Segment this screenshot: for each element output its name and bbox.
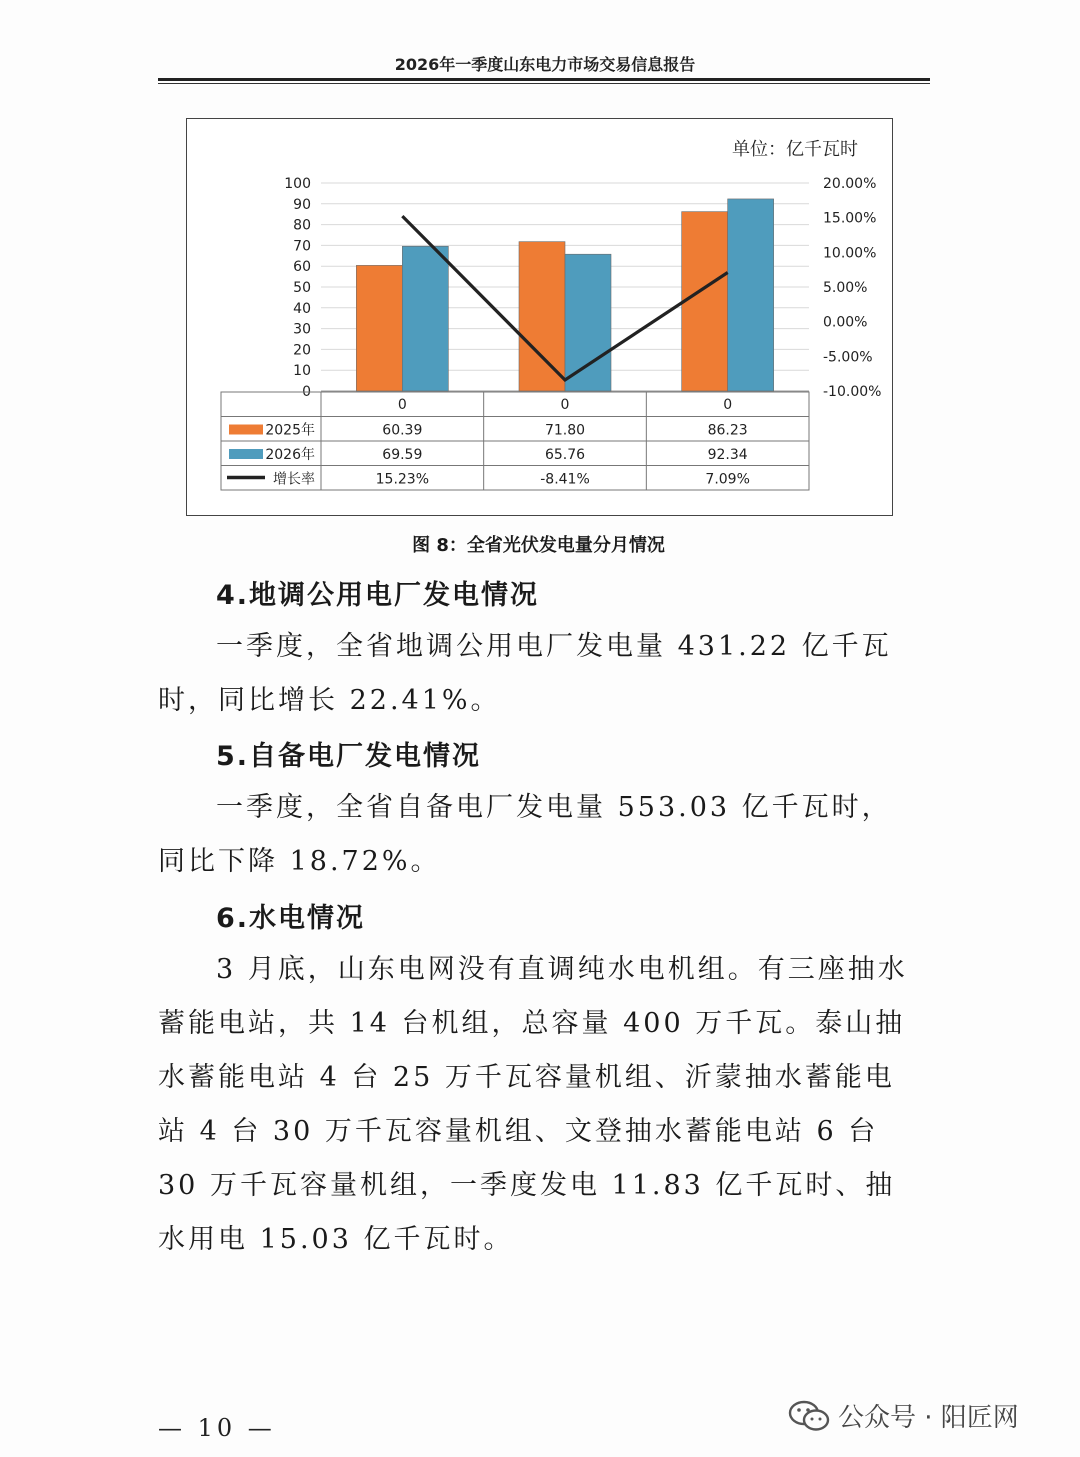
y-right-tick-label: 0.00% [823, 314, 868, 331]
growth-value-label: 15.23% [375, 471, 430, 488]
pv-generation-chart [187, 119, 892, 515]
section-body-captive-plants: 一季度，全省自备电厂发电量 553.03 亿千瓦时，同比下降 18.72%。 [158, 792, 892, 877]
bar-series-b [402, 246, 448, 391]
x-category-label: 0 [397, 397, 407, 413]
y-left-tick-label: 0 [302, 384, 311, 400]
chart-unit-label: 单位：亿千瓦时 [732, 139, 858, 160]
data-value-label: 69.59 [382, 447, 423, 463]
y-right-tick-label: 10.00% [823, 245, 877, 262]
section-heading-local-plants: 4.地调公用电厂发电情况 [216, 580, 540, 611]
watermark-text: 公众号 · 阳匠网 [838, 1403, 1019, 1433]
section-heading-captive-plants: 5.自备电厂发电情况 [216, 741, 482, 772]
section-body-hydro: 3 月底，山东电网没有直调纯水电机组。有三座抽水蓄能电站，共 14 台机组，总容量 400 万千瓦。泰山抽水蓄能电站 4 台 25 万千瓦容量机组、沂蒙抽水蓄能电站 4 台 30 万千瓦容量机组、文登抽水蓄能电站 6 台 30 万千瓦容量机组，一季度发电 11.83 亿千瓦时、抽水用电 15.03 亿千瓦时。 [158, 954, 908, 1255]
data-value-label: 86.23 [707, 422, 748, 439]
y-left-tick-label: 20 [293, 342, 311, 359]
header-divider [158, 78, 930, 81]
y-right-tick-label: -5.00% [823, 349, 873, 366]
figure-caption: 图 8：全省光伏发电量分月情况 [412, 535, 665, 556]
bar-series-a [356, 265, 402, 391]
legend-label: 2025年 [265, 422, 315, 439]
y-left-tick-label: 100 [284, 176, 311, 192]
y-left-tick-label: 30 [293, 321, 311, 338]
y-left-tick-label: 60 [293, 259, 311, 276]
data-value-label: 60.39 [382, 422, 423, 439]
y-left-tick-label: 70 [293, 238, 311, 255]
bar-series-a [519, 242, 565, 391]
y-right-tick-label: 5.00% [823, 280, 868, 296]
y-left-tick-label: 50 [293, 280, 311, 296]
wechat-icon [788, 1399, 830, 1433]
section-heading-hydro: 6.水电情况 [216, 903, 366, 934]
y-right-tick-label: 15.00% [823, 210, 877, 227]
header-divider-thin [158, 83, 930, 84]
y-left-tick-label: 10 [293, 363, 311, 380]
section-body-local-plants: 一季度，全省地调公用电厂发电量 431.22 亿千瓦时，同比增长 22.41%。 [158, 631, 892, 716]
report-header-title: 2026年一季度山东电力市场交易信息报告 [394, 55, 696, 74]
chart-frame [186, 118, 893, 516]
growth-value-label: 7.09% [705, 471, 750, 488]
growth-value-label: -8.41% [540, 471, 590, 488]
y-right-tick-label: -10.00% [823, 384, 882, 400]
legend-label: 增长率 [273, 471, 315, 488]
data-value-label: 92.34 [707, 447, 748, 463]
y-right-tick-label: 20.00% [823, 176, 877, 192]
bar-series-a [682, 212, 728, 391]
legend-label: 2026年 [265, 447, 315, 463]
y-left-tick-label: 40 [293, 300, 311, 317]
bar-series-b [565, 254, 611, 391]
data-value-label: 65.76 [544, 447, 586, 463]
y-left-tick-label: 90 [293, 196, 311, 213]
y-left-tick-label: 80 [293, 217, 311, 234]
legend-swatch [229, 425, 263, 435]
data-value-label: 71.80 [544, 422, 586, 439]
page-number: — 10 — [158, 1414, 276, 1442]
x-category-label: 0 [723, 397, 733, 413]
x-category-label: 0 [560, 397, 570, 413]
wechat-watermark [788, 1397, 1019, 1434]
legend-swatch [229, 449, 263, 459]
bar-series-b [728, 199, 774, 391]
